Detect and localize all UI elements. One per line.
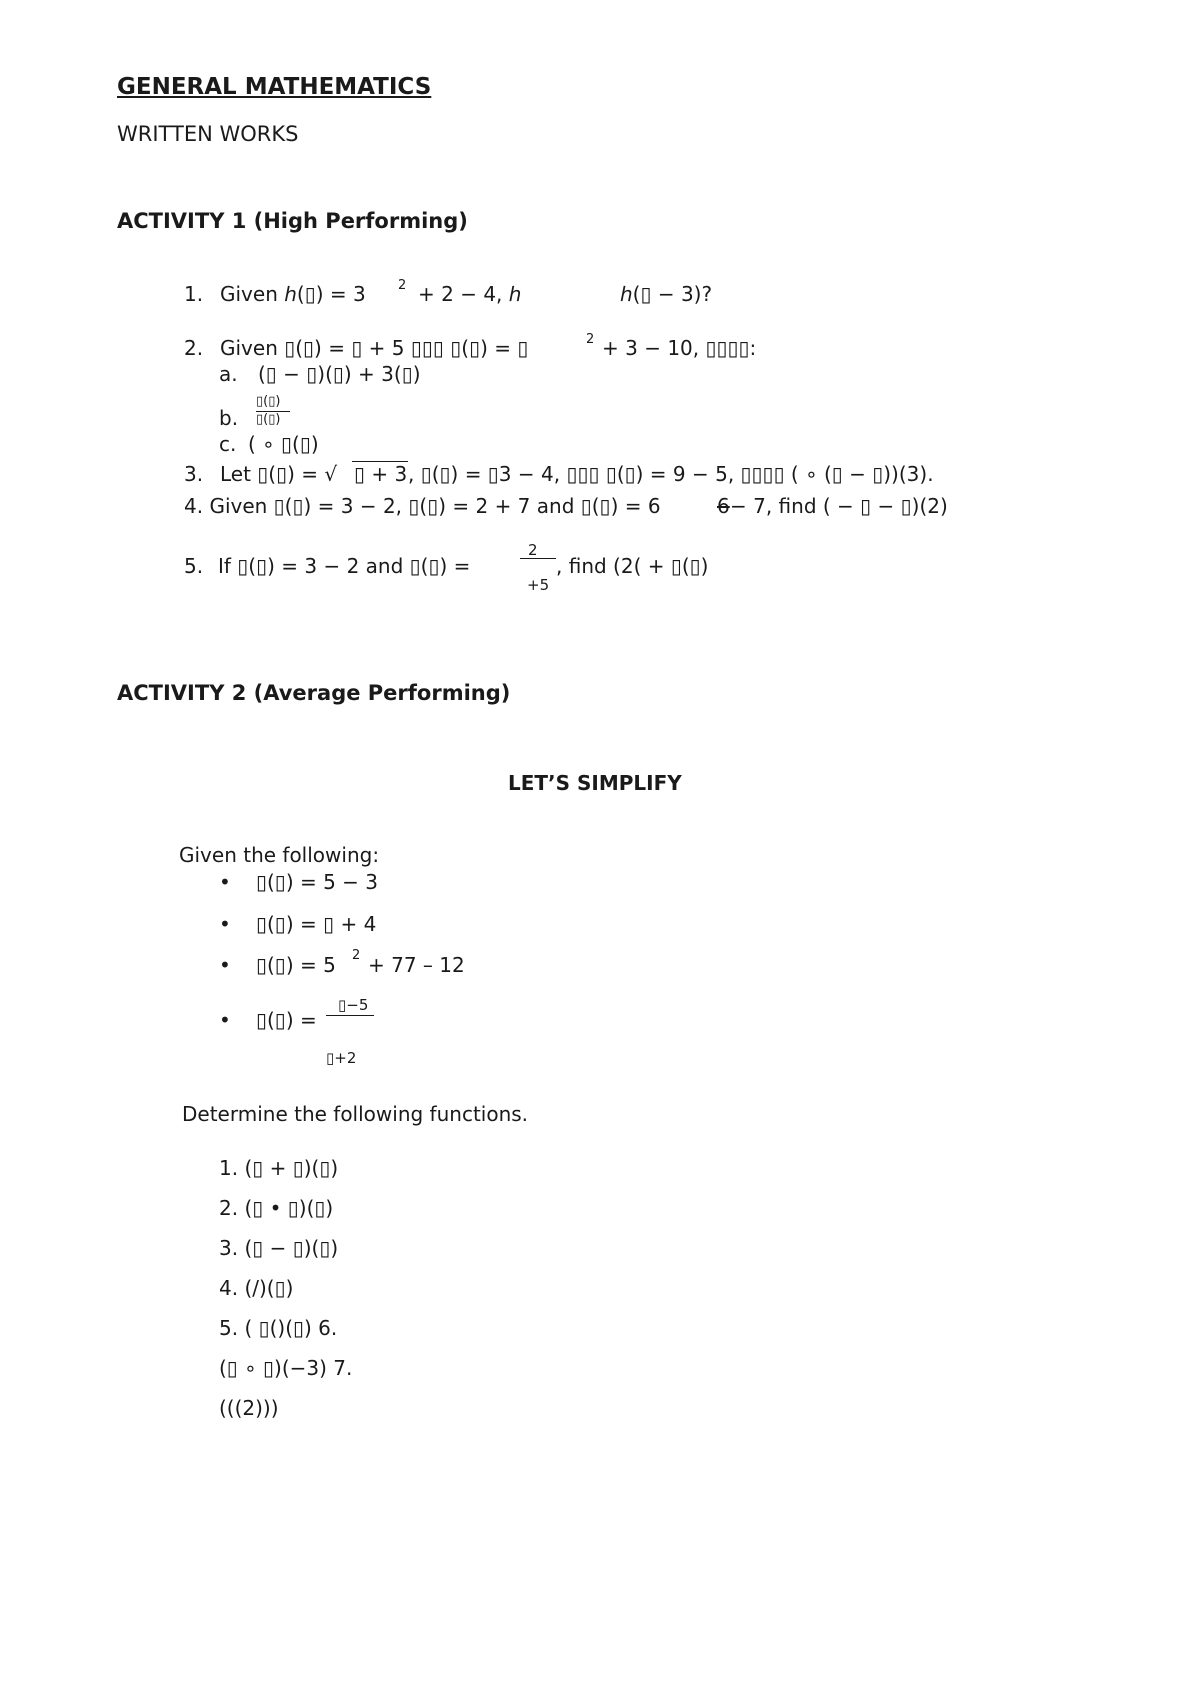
activity2-title: ACTIVITY 2 (Average Performing) — [117, 681, 511, 705]
activity2-subtitle: LET’S SIMPLIFY — [508, 771, 682, 795]
question-1-text-c: ℎ(▯ − 3)? — [620, 282, 713, 306]
question-5-fraction-bar — [520, 558, 556, 559]
question-4-strike: 6 — [717, 494, 730, 518]
given-item-1: ▯(▯) = 5 − 3 — [256, 870, 379, 894]
question-2b-label: b. — [219, 406, 239, 430]
determine-instruction: Determine the following functions. — [182, 1102, 529, 1126]
question-5-text-a: If ▯(▯) = 3 − 2 and ▯(▯) = — [218, 554, 471, 578]
question-4-text: 4. Given ▯(▯) = 3 − 2, ▯(▯) = 2 + 7 and ▯(▯) = 6 — [184, 494, 661, 518]
function-item-7: (((2))) — [219, 1396, 279, 1420]
question-2c-label: c. — [219, 432, 237, 456]
question-5-denominator: +5 — [527, 576, 550, 594]
function-item-1: 1. (▯ + ▯)(▯) — [219, 1156, 339, 1180]
question-2a-text: (▯ − ▯)(▯) + 3(▯) — [258, 362, 421, 386]
question-2b-denominator: ▯(▯) — [256, 412, 281, 427]
question-2-text-b: + 3 − 10, ▯▯▯▯: — [602, 336, 757, 360]
question-3-number: 3. — [184, 462, 204, 486]
bullet-symbol: • — [219, 953, 231, 977]
question-1-number: 1. — [184, 282, 204, 306]
section-title: WRITTEN WORKS — [117, 122, 299, 146]
bullet-symbol: • — [219, 912, 231, 936]
activity1-title: ACTIVITY 1 (High Performing) — [117, 209, 468, 233]
question-4-text-b: − 7, find ( − ▯ − ▯)(2) — [730, 494, 948, 518]
question-1-sup: 2 — [398, 278, 407, 293]
given-item-4-denominator: ▯+2 — [326, 1049, 357, 1067]
question-2-text: Given ▯(▯) = ▯ + 5 ▯▯▯ ▯(▯) = ▯ — [220, 336, 529, 360]
given-item-3-b: + 77 – 12 — [368, 953, 465, 977]
question-3-radicand: ▯ + 3 — [354, 462, 408, 486]
function-item-6: (▯ ∘ ▯)(−3) 7. — [219, 1356, 353, 1380]
question-1-text-b: + 2 − 4, ℎ — [418, 282, 522, 306]
given-item-3-a: ▯(▯) = 5 — [256, 953, 336, 977]
document-title: GENERAL MATHEMATICS — [117, 74, 432, 100]
function-item-3: 3. (▯ − ▯)(▯) — [219, 1236, 339, 1260]
given-item-2: ▯(▯) = ▯ + 4 — [256, 912, 377, 936]
question-5-number: 5. — [184, 554, 204, 578]
given-item-4-a: ▯(▯) = — [256, 1008, 317, 1032]
question-2-sup: 2 — [586, 332, 595, 347]
question-5-numerator: 2 — [528, 541, 538, 559]
given-item-4-numerator: ▯−5 — [338, 996, 369, 1014]
question-2-number: 2. — [184, 336, 204, 360]
function-item-4: 4. (/)(▯) — [219, 1276, 294, 1300]
question-2a-label: a. — [219, 362, 238, 386]
question-1-text-a: Given ℎ(▯) = 3 — [220, 282, 366, 306]
question-5-text-b: , find (2( + ▯(▯) — [556, 554, 709, 578]
given-intro: Given the following: — [179, 843, 380, 867]
bullet-symbol: • — [219, 1008, 231, 1032]
question-3-text-b: , ▯(▯) = ▯3 − 4, ▯▯▯ ▯(▯) = 9 − 5, ▯▯▯▯ ( ∘ (▯ − ▯))(3). — [408, 462, 934, 486]
function-item-5: 5. ( ▯()(▯) 6. — [219, 1316, 338, 1340]
given-item-4-fraction-bar — [326, 1015, 374, 1016]
question-3-text-a: Let ▯(▯) = √ — [220, 462, 338, 486]
given-item-3-sup: 2 — [352, 948, 361, 963]
question-2c-text: ( ∘ ▯(▯) — [248, 432, 319, 456]
function-item-2: 2. (▯ • ▯)(▯) — [219, 1196, 334, 1220]
question-2b-numerator: ▯(▯) — [256, 394, 281, 409]
bullet-symbol: • — [219, 870, 231, 894]
